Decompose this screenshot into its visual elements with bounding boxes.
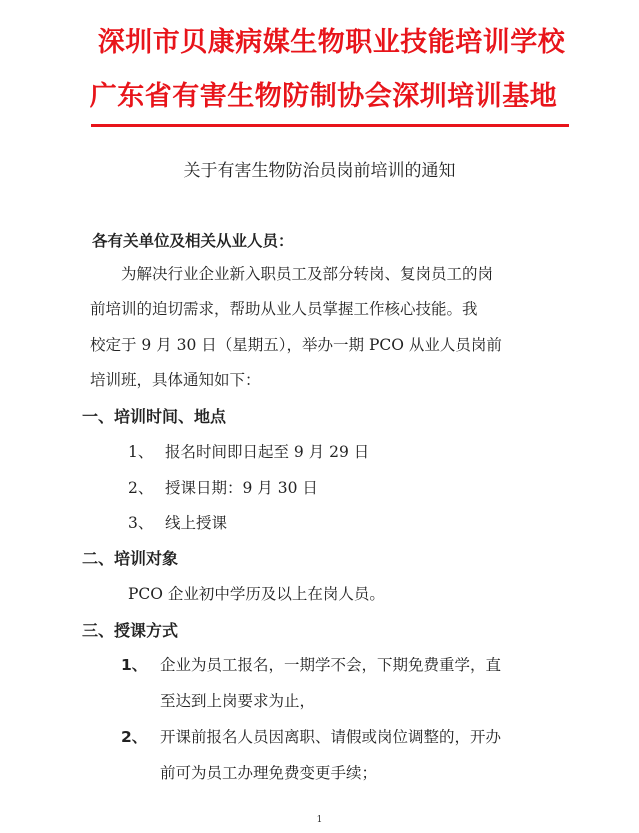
list-item-number: 2、 — [121, 728, 148, 746]
notice-title: 关于有害生物防治员岗前培训的通知 — [183, 161, 456, 181]
header-divider — [91, 124, 569, 127]
section-heading: 二、培训对象 — [82, 549, 179, 568]
list-item-text: 前可为员工办理免费变更手续； — [160, 764, 378, 782]
header-association-name: 广东省有害生物防制协会深圳培训基地 — [89, 81, 558, 112]
list-item-number: 1、 — [121, 656, 148, 674]
list-item-number: 3、 — [128, 514, 154, 532]
intro-line: 为解决行业企业新入职员工及部分转岗、复岗员工的岗 — [121, 265, 494, 283]
intro-line: 校定于 9 月 30 日（星期五），举办一期 PCO 从业人员岗前 — [90, 336, 502, 354]
list-item-text: 线上授课 — [165, 514, 228, 532]
header-school-name: 深圳市贝康病媒生物职业技能培训学校 — [97, 27, 566, 58]
list-item-text: 报名时间即日起至 9 月 29 日 — [165, 443, 370, 461]
list-item-text: 至达到上岗要求为止， — [160, 692, 316, 710]
list-item-text: 企业为员工报名，一期学不会，下期免费重学，直 — [160, 656, 502, 674]
intro-line: 培训班，具体通知如下： — [90, 371, 261, 389]
list-item-text: 授课日期：9 月 30 日 — [165, 479, 318, 497]
page-number: 1 — [316, 815, 323, 825]
salutation: 各有关单位及相关从业人员： — [92, 232, 294, 250]
section-heading: 三、授课方式 — [82, 621, 179, 640]
section-heading: 一、培训时间、地点 — [82, 407, 227, 426]
list-item-number: 1、 — [128, 443, 154, 461]
list-item-text: 开课前报名人员因离职、请假或岗位调整的，开办 — [160, 728, 502, 746]
section-text: PCO 企业初中学历及以上在岗人员。 — [128, 585, 385, 603]
intro-line: 前培训的迫切需求，帮助从业人员掌握工作核心技能。我 — [90, 300, 478, 318]
list-item-number: 2、 — [128, 479, 154, 497]
